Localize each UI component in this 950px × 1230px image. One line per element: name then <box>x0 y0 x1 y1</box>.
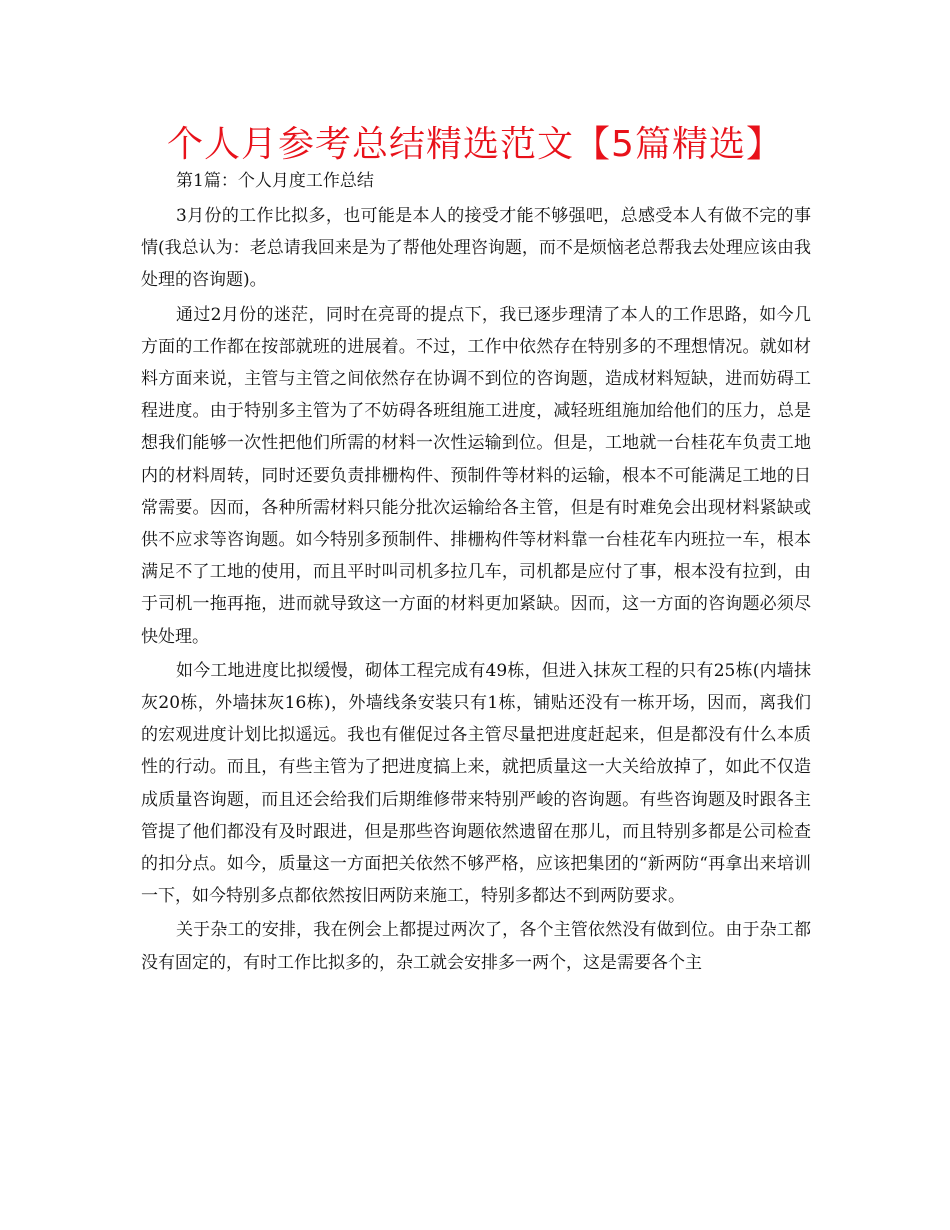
paragraph: 通过2月份的迷茫，同时在亮哥的提点下，我已逐步理清了本人的工作思路，如今几方面的工作都在按部就班的进展着。不过，工作中依然存在特别多的不理想情况。就如材料方面来说，主管与主管之间依然存在协调不到位的咨询题，造成材料短缺，进而妨碍工程进度。由于特别多主管为了不妨碍各班组施工进度，减轻班组施加给他们的压力，总是想我们能够一次性把他们所需的材料一次性运输到位。但是，工地就一台桂花车负责工地内的材料周转，同时还要负责排栅构件、预制件等材料的运输，根本不可能满足工地的日常需要。因而，各种所需材料只能分批次运输给各主管，但是有时难免会出现材料紧缺或供不应求等咨询题。如今特别多预制件、排栅构件等材料靠一台桂花车内班拉一车，根本满足不了工地的使用，而且平时叫司机多拉几车，司机都是应付了事，根本没有拉到，由于司机一拖再拖，进而就导致这一方面的材料更加紧缺。因而，这一方面的咨询题必须尽快处理。 <box>141 304 811 647</box>
paragraph: 3月份的工作比拟多，也可能是本人的接受才能不够强吧，总感受本人有做不完的事情(我总认为：老总请我回来是为了帮他处理咨询题，而不是烦恼老总帮我去处理应该由我处理的咨询题)。 <box>141 206 811 291</box>
document-title: 个人月参考总结精选范文【5篇精选】 <box>167 124 783 165</box>
document-body <box>141 200 811 981</box>
paragraph: 关于杂工的安排，我在例会上都提过两次了，各个主管依然没有做到位。由于杂工都没有固定的，有时工作比拟多的，杂工就会安排多一两个，这是需要各个主 <box>141 920 811 973</box>
section-heading: 第1篇：个人月度工作总结 <box>176 171 374 191</box>
paragraph: 如今工地进度比拟缓慢，砌体工程完成有49栋，但进入抹灰工程的只有25栋(内墙抹灰20栋，外墙抹灰16栋)，外墙线条安装只有1栋，铺贴还没有一栋开场，因而，离我们的宏观进度计划比拟遥远。我也有催促过各主管尽量把进度赶起来，但是都没有什么本质性的行动。而且，有些主管为了把进度搞上来，就把质量这一大关给放掉了，如此不仅造成质量咨询题，而且还会给我们后期维修带来特别严峻的咨询题。有些咨询题及时跟各主管提了他们都没有及时跟进，但是那些咨询题依然遗留在那儿，而且特别多都是公司检查的扣分点。如今，质量这一方面把关依然不够严格，应该把集团的“新两防“再拿出来培训一下，如今特别多点都依然按旧两防来施工，特别多都达不到两防要求。 <box>141 660 811 907</box>
